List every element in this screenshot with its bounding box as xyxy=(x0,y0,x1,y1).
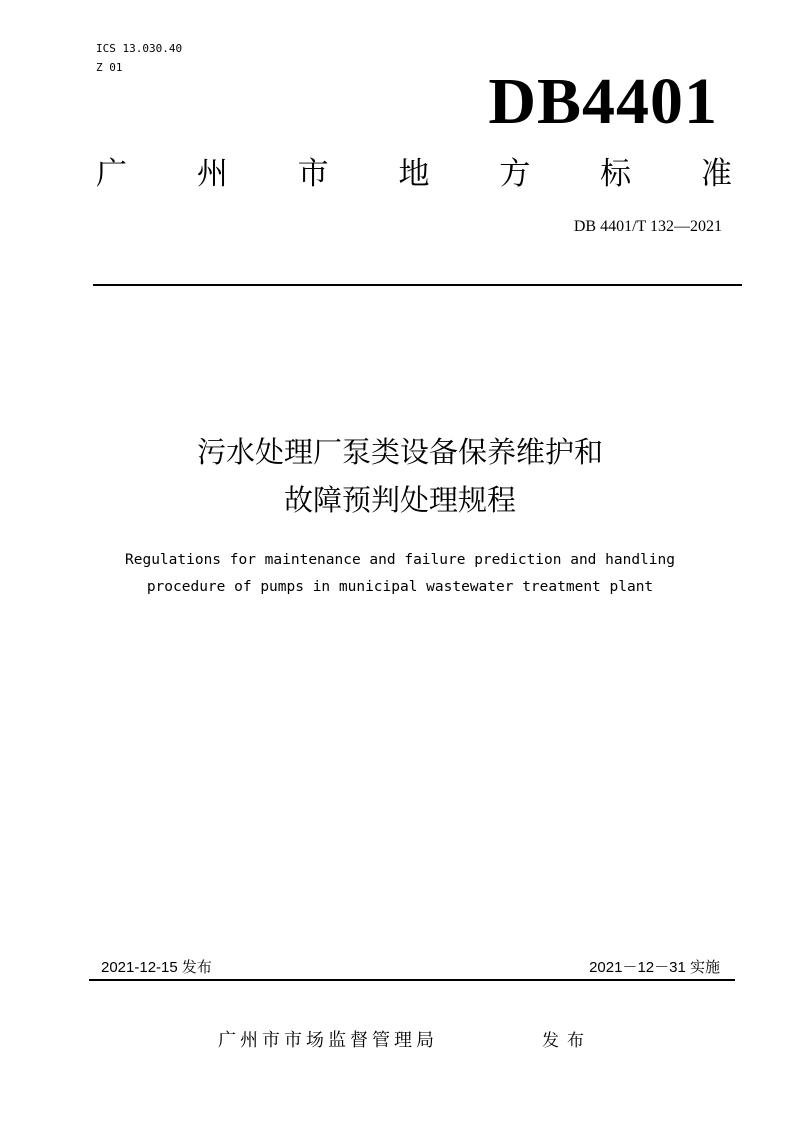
issue-date: 2021-12-15 发布 xyxy=(101,959,212,976)
standard-type-heading xyxy=(96,154,732,194)
classification-code: Z 01 xyxy=(96,61,123,74)
publish-label: 发布 xyxy=(542,1031,592,1051)
footer-divider xyxy=(89,979,735,981)
header-divider xyxy=(93,284,742,286)
english-title-line-2: procedure of pumps in municipal wastewater treatment plant xyxy=(146,579,654,595)
standard-type-char: 地 xyxy=(398,156,430,192)
standard-number: DB 4401/T 132—2021 xyxy=(573,218,722,235)
standard-type-char: 标 xyxy=(600,156,632,192)
standard-type-char: 方 xyxy=(499,156,531,192)
chinese-title-line-2: 故障预判处理规程 xyxy=(283,483,516,517)
implementation-date: 2021－12－31 实施 xyxy=(589,959,720,976)
standard-type-char: 准 xyxy=(700,156,732,192)
ics-code: ICS 13.030.40 xyxy=(96,42,183,55)
chinese-title-line-1: 污水处理厂泵类设备保养维护和 xyxy=(196,435,603,469)
standard-type-char: 广 xyxy=(96,156,127,192)
standard-code-logo: DB4401 xyxy=(488,65,718,138)
standard-type-char: 州 xyxy=(196,156,228,192)
standard-type-char: 市 xyxy=(297,156,329,192)
english-title-line-1: Regulations for maintenance and failure prediction and handling xyxy=(125,552,675,568)
issuing-authority: 广州市市场监督管理局 xyxy=(218,1030,438,1051)
